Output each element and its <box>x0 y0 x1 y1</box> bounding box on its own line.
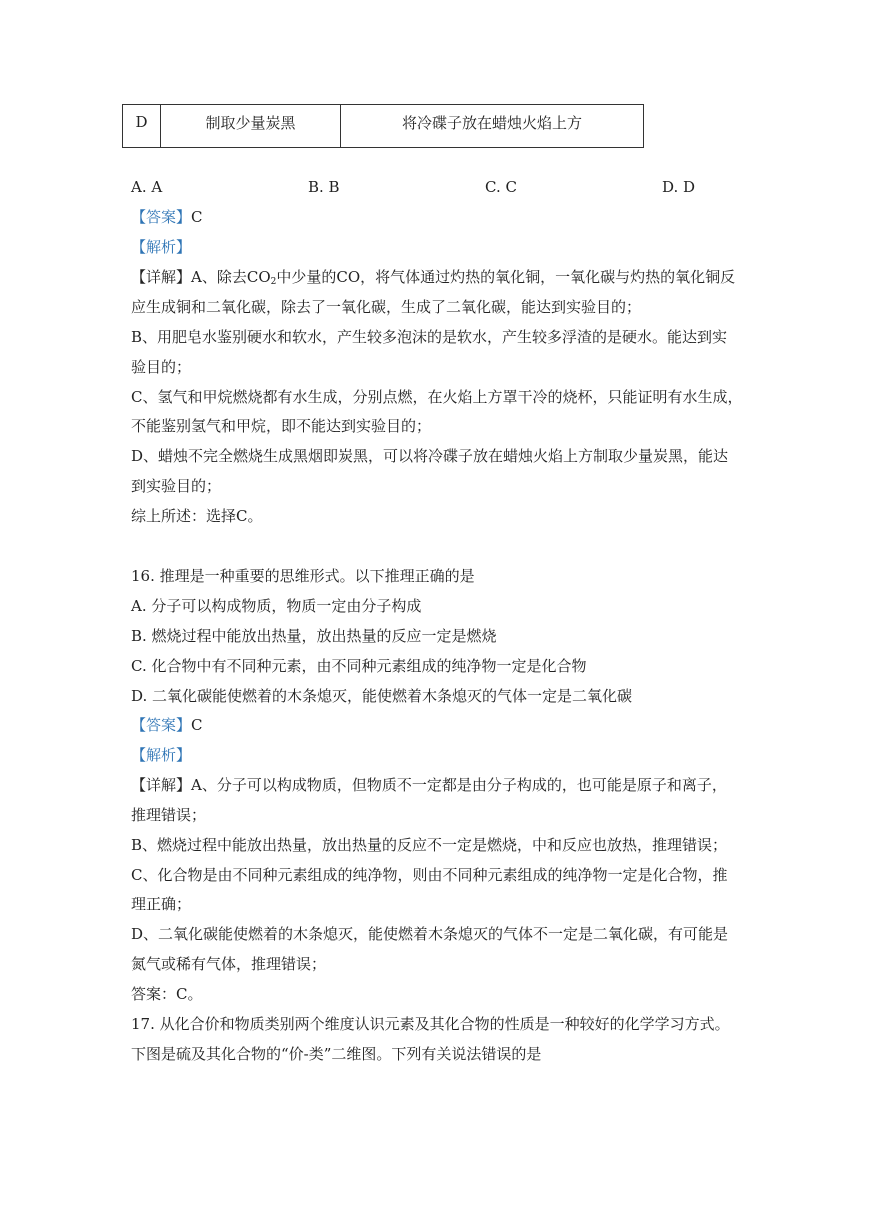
q16-option-d: D. 二氧化碳能使燃着的木条熄灭，能使燃着木条熄灭的气体一定是二氧化碳 <box>131 687 633 705</box>
q16-option-a: A. 分子可以构成物质，物质一定由分子构成 <box>131 597 422 615</box>
q15-detail-a <box>131 267 735 292</box>
q16-detail-a-line2: 推理错误； <box>131 806 207 824</box>
q16-detail-c-line1: C、化合物是由不同种元素组成的纯净物，则由不同种元素组成的纯净物一定是化合物，推 <box>131 866 728 884</box>
answer-tag: 【答案】 <box>131 208 192 226</box>
q15-detail-b-line2: 验目的； <box>131 358 192 376</box>
q16-final-answer: 答案：C。 <box>131 985 203 1003</box>
table-row <box>123 105 644 148</box>
choice-d: D. D <box>662 178 696 196</box>
q15-detail-d-line1: D、蜡烛不完全燃烧生成黑烟即炭黑，可以将冷碟子放在蜡烛火焰上方制取少量炭黑，能达 <box>131 447 729 465</box>
q16-answer <box>131 715 203 735</box>
q15-detail-c-line1: C、氢气和甲烷燃烧都有水生成，分别点燃，在火焰上方罩干冷的烧杯，只能证明有水生成， <box>131 388 743 406</box>
subscript: 2 <box>270 277 277 287</box>
q17-stem-line1: 17. 从化合价和物质类别两个维度认识元素及其化合物的性质是一种较好的化学学习方式。 <box>131 1015 730 1033</box>
detail-a-text-cont: 中少量的CO，将气体通过灼热的氧化铜，一氧化碳与灼热的氧化铜反 <box>276 268 736 286</box>
choice-b: B. B <box>308 178 340 196</box>
detail-tag: 【详解】 <box>131 776 192 794</box>
q16-detail-d-line1: D、二氧化碳能使燃着的木条熄灭，能使燃着木条熄灭的气体不一定是二氧化碳，有可能是 <box>131 925 729 943</box>
q15-detail-b-line1: B、用肥皂水鉴别硬水和软水，产生较多泡沫的是软水，产生较多浮渣的是硬水。能达到实 <box>131 328 728 346</box>
options-table <box>122 104 644 148</box>
q15-detail-d-line2: 到实验目的； <box>131 477 222 495</box>
q16-detail-a-line1 <box>131 775 727 795</box>
q17-stem-line2: 下图是硫及其化合物的“价-类”二维图。下列有关说法错误的是 <box>131 1045 542 1063</box>
table-cell-purpose: 制取少量炭黑 <box>161 105 341 148</box>
q15-answer <box>131 207 203 227</box>
q15-summary: 综上所述：选择C。 <box>131 507 263 525</box>
answer-value: C <box>191 208 203 226</box>
table-cell-label: D <box>123 105 161 148</box>
choice-a: A. A <box>131 178 163 196</box>
q16-analysis-tag: 【解析】 <box>131 746 192 764</box>
detail-a-text: A、除去CO <box>191 268 271 286</box>
q16-option-b: B. 燃烧过程中能放出热量，放出热量的反应一定是燃烧 <box>131 627 497 645</box>
q16-detail-b-line1: B、燃烧过程中能放出热量，放出热量的反应不一定是燃烧，中和反应也放热，推理错误； <box>131 836 728 854</box>
q15-analysis-tag: 【解析】 <box>131 238 192 256</box>
q16-detail-c-line2: 理正确； <box>131 895 192 913</box>
q15-detail-c-line2: 不能鉴别氢气和甲烷，即不能达到实验目的； <box>131 417 432 435</box>
answer-tag: 【答案】 <box>131 716 192 734</box>
choice-c: C. C <box>485 178 517 196</box>
q16-option-c: C. 化合物中有不同种元素，由不同种元素组成的纯净物一定是化合物 <box>131 657 587 675</box>
q15-choices <box>131 178 731 198</box>
detail-tag: 【详解】 <box>131 268 192 286</box>
q15-detail-a-line2: 应生成铜和二氧化碳，除去了一氧化碳，生成了二氧化碳，能达到实验目的； <box>131 298 642 316</box>
q16-stem: 16. 推理是一种重要的思维形式。以下推理正确的是 <box>131 567 475 585</box>
answer-value: C <box>191 716 203 734</box>
q16-detail-d-line2: 氮气或稀有气体，推理错误； <box>131 955 327 973</box>
detail-a-text: A、分子可以构成物质，但物质不一定都是由分子构成的，也可能是原子和离子， <box>191 776 727 794</box>
table-cell-method: 将冷碟子放在蜡烛火焰上方 <box>341 105 644 148</box>
